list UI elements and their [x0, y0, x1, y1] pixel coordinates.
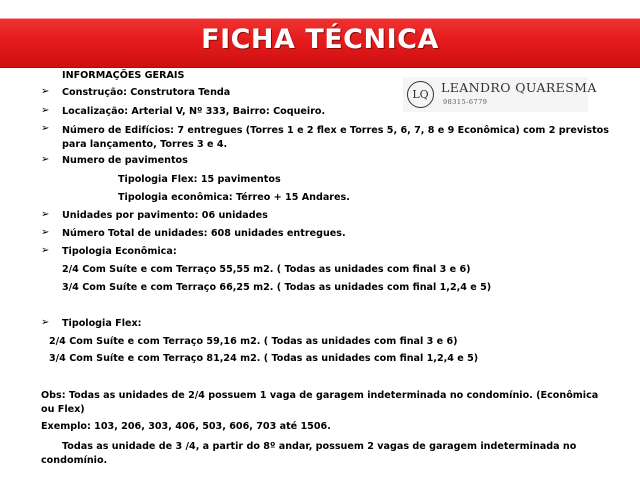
bullet-icon: ➢ [41, 227, 50, 238]
bullet-icon: ➢ [41, 209, 50, 220]
info-edificios: Número de Edifícios: 7 entregues (Torres 1 e 2 flex e Torres 5, 6, 7, 8 e 9 Econômica) com 2 previstos para lançamento, Torres 3 e 4. [62, 125, 609, 150]
note-garagem-3-4: Todas as unidade de 3 /4, a partir do 8º andar, possuem 2 vagas de garagem indeterminada no condomínio. [41, 441, 577, 466]
bullet-icon: ➢ [41, 154, 50, 165]
econ-tipo-2-4: 2/4 Com Suíte e com Terraço 55,55 m2. ( Todas as unidades com final 3 e 6) [62, 264, 471, 275]
logo-name: LEANDRO QUARESMA [441, 80, 597, 95]
note-exemplo: Exemplo: 103, 206, 303, 406, 503, 606, 703 até 1506. [41, 421, 331, 432]
title-banner [0, 18, 640, 68]
info-total-unidades: Número Total de unidades: 608 unidades entregues. [62, 228, 346, 239]
bullet-icon: ➢ [41, 105, 50, 116]
bullet-icon: ➢ [41, 123, 50, 134]
info-construcao: Construção: Construtora Tenda [62, 87, 231, 98]
page-title: FICHA TÉCNICA [201, 24, 439, 55]
info-econ-pavimentos: Tipologia econômica: Térreo + 15 Andares. [118, 192, 350, 203]
flex-tipo-2-4: 2/4 Com Suíte e com Terraço 59,16 m2. ( Todas as unidades com final 3 e 6) [49, 336, 458, 347]
note-garagem-2-4: Obs: Todas as unidades de 2/4 possuem 1 vaga de garagem indeterminada no condomínio. (Econômica ou Flex) [41, 390, 599, 415]
info-unidades-pavimento: Unidades por pavimento: 06 unidades [62, 210, 268, 221]
bullet-icon: ➢ [41, 86, 50, 97]
flex-tipo-3-4: 3/4 Com Suíte e com Terraço 81,24 m2. ( Todas as unidades com final 1,2,4 e 5) [49, 353, 479, 364]
info-localizacao: Localização: Arterial V, Nº 333, Bairro: Coqueiro. [62, 106, 326, 117]
econ-tipo-3-4: 3/4 Com Suíte e com Terraço 66,25 m2. ( Todas as unidades com final 1,2,4 e 5) [62, 282, 492, 293]
section-title: INFORMAÇÕES GERAIS [62, 70, 185, 81]
info-pavimentos: Numero de pavimentos [62, 155, 188, 166]
logo-phone: 98315-6779 [443, 98, 488, 106]
bullet-icon: ➢ [41, 245, 50, 256]
info-flex-pavimentos: Tipologia Flex: 15 pavimentos [118, 174, 281, 185]
logo-mark: LQ [407, 81, 434, 108]
info-tipologia-flex: Tipologia Flex: [62, 318, 142, 329]
logo [403, 77, 597, 112]
bullet-icon: ➢ [41, 317, 50, 328]
info-tipologia-economica: Tipologia Econômica: [62, 246, 177, 257]
